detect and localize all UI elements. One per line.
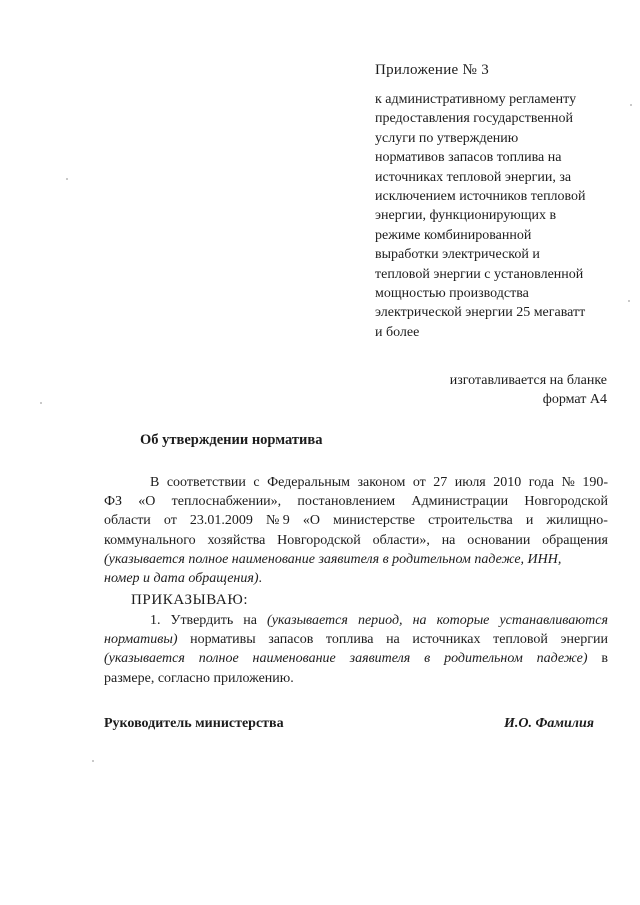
word: в — [601, 651, 608, 667]
word: 1. — [150, 613, 161, 628]
word: энергии — [560, 632, 608, 648]
appendix-title: Приложение № 3 — [375, 62, 490, 78]
appendix-line: нормативов запасов топлива на — [375, 150, 562, 166]
scan-speck — [40, 402, 42, 404]
italic-note: (указывается полное наименование заявителя в родительном падеже, ИНН, — [104, 551, 562, 567]
preamble-paragraph — [104, 473, 608, 588]
word: на — [386, 632, 400, 648]
appendix-line: электрической энергии 25 мегаватт — [375, 305, 586, 321]
word: хозяйства — [207, 532, 266, 548]
scan-speck — [66, 178, 68, 180]
word: источниках — [412, 632, 481, 648]
appendix-line: мощностью производства — [375, 286, 529, 302]
word: Новгородской — [277, 532, 361, 548]
order-paragraph — [104, 611, 608, 688]
word: теплоснабжении», — [171, 494, 282, 510]
word: жилищно- — [546, 513, 608, 529]
word: 190- — [582, 475, 608, 490]
appendix-description — [375, 90, 615, 342]
scan-speck — [628, 300, 630, 302]
appendix-line: предоставления государственной — [375, 111, 574, 127]
appendix-line: режиме комбинированной — [375, 227, 532, 243]
word: министерстве — [333, 513, 416, 529]
word: «О — [302, 513, 320, 529]
word: области — [104, 513, 151, 529]
word: родительном — [444, 651, 523, 667]
text-line — [104, 550, 608, 569]
word: соответствии — [166, 475, 246, 490]
word: года — [528, 475, 555, 490]
word: ФЗ — [104, 494, 123, 510]
word: падеже) — [536, 651, 588, 667]
word: № — [561, 475, 575, 490]
text-line — [104, 569, 608, 588]
word: в — [424, 651, 431, 667]
scan-speck — [630, 104, 632, 106]
word: полное — [198, 651, 239, 667]
word: Администрации — [411, 494, 509, 510]
punctuation: . — [258, 571, 263, 587]
signer-role: Руководитель министерства — [104, 716, 284, 731]
text-line — [104, 473, 608, 492]
word: основании — [467, 532, 531, 548]
word: 2010 — [493, 475, 522, 490]
word: 23.01.2009 — [189, 513, 253, 529]
word: законом — [357, 475, 406, 490]
text-line — [104, 630, 608, 649]
word: заявителя — [349, 651, 411, 667]
word: от — [163, 513, 177, 529]
word: В — [150, 475, 160, 490]
word: Утвердить — [170, 613, 234, 628]
word: постановлением — [297, 494, 396, 510]
word: период, — [357, 613, 403, 628]
blank-note-line: формат А4 — [542, 392, 607, 407]
word: тепловой — [493, 632, 548, 648]
word: «О — [138, 494, 156, 510]
word: (указывается — [104, 651, 185, 667]
appendix-line: исключением источников тепловой — [375, 189, 586, 205]
signer-name: И.О. Фамилия — [504, 716, 594, 731]
word: Федеральным — [267, 475, 350, 490]
word: № 9 — [265, 513, 290, 529]
text-line — [104, 531, 608, 550]
appendix-line: услуги по утверждению — [375, 130, 519, 146]
word: строительства — [428, 513, 513, 529]
text-line — [104, 649, 608, 668]
word: июля — [454, 475, 486, 490]
appendix-line: выработки электрической и — [375, 247, 540, 263]
italic-note: номер и дата обращения) — [104, 571, 259, 587]
word: от — [412, 475, 426, 490]
word: на — [412, 613, 427, 628]
text-line — [104, 669, 608, 688]
document-title: Об утверждении норматива — [140, 432, 323, 448]
word: коммунального — [104, 532, 196, 548]
order-heading: ПРИКАЗЫВАЮ: — [131, 592, 249, 608]
word: 27 — [433, 475, 448, 490]
appendix-line: источниках тепловой энергии, за — [375, 169, 572, 185]
word: нормативы) — [104, 632, 178, 648]
word: и — [525, 513, 534, 529]
appendix-line: к административному регламенту — [375, 92, 577, 107]
scan-speck — [92, 760, 94, 762]
word: запасов — [268, 632, 314, 648]
word: (указывается — [267, 613, 348, 628]
appendix-line: энергии, функционирующих в — [375, 208, 557, 224]
word: обращения — [542, 532, 608, 548]
closing-text: размере, согласно приложению. — [104, 670, 294, 686]
word: устанавливаются — [499, 613, 608, 628]
text-line — [104, 492, 608, 511]
appendix-line: и более — [375, 324, 420, 340]
blank-format-note — [450, 371, 607, 409]
blank-note-line: изготавливается на бланке — [449, 373, 607, 388]
word: нормативы — [190, 632, 256, 648]
word: Новгородской — [524, 494, 608, 510]
text-line — [104, 511, 608, 530]
appendix-line: тепловой энергии с установленной — [375, 266, 584, 282]
word: на — [243, 613, 257, 628]
word: топлива — [325, 632, 374, 648]
word: на — [441, 532, 456, 548]
text-line — [104, 611, 608, 630]
word: наименование — [252, 651, 336, 667]
word: области», — [372, 532, 430, 548]
word: с — [253, 475, 260, 490]
word: которые — [436, 613, 490, 628]
